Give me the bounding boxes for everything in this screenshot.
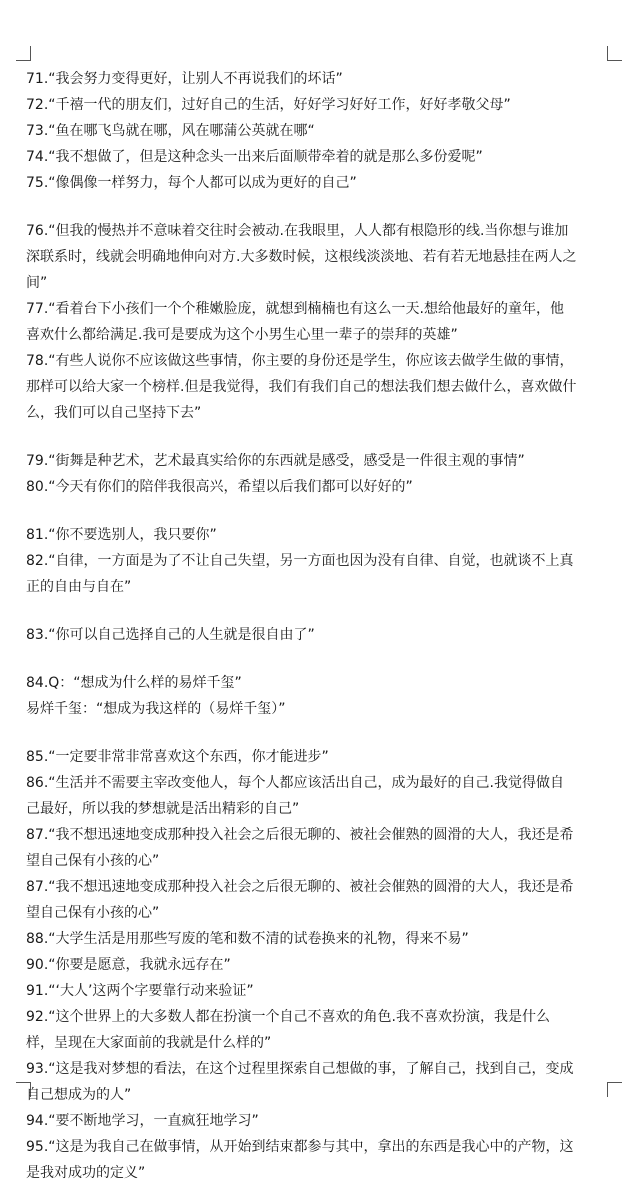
- text-line: 深联系时，线就会明确地伸向对方.大多数时候，这根线淡淡地、若有若无地悬挂在两人之: [26, 249, 577, 265]
- text-line: 91.“‘大人’这两个字要靠行动来验证”: [26, 983, 254, 999]
- text-line: 87.“我不想迅速地变成那种投入社会之后很无聊的、被社会催熟的圆滑的大人，我还是希: [26, 827, 574, 843]
- text-line: 望自己保有小孩的心”: [26, 853, 160, 869]
- text-line: 77.“看着台下小孩们一个个稚嫩脸庞，就想到楠楠也有这么一天.想给他最好的童年，他: [26, 301, 564, 317]
- text-line: 81.“你不要选别人，我只要你”: [26, 527, 217, 543]
- paragraph-gap: [26, 722, 618, 744]
- text-line: 易烊千玺：“想成为我这样的（易烊千玺）”: [26, 701, 286, 717]
- text-line: 94.“要不断地学习，一直疯狂地学习”: [26, 1113, 259, 1129]
- text-line: 80.“今天有你们的陪伴我很高兴，希望以后我们都可以好好的”: [26, 479, 413, 495]
- text-line: 92.“这个世界上的大多数人都在扮演一个自己不喜欢的角色.我不喜欢扮演，我是什么: [26, 1009, 550, 1025]
- text-line: 正的自由与自在”: [26, 579, 132, 595]
- text-line: 86.“生活并不需要主宰改变他人，每个人都应该活出自己，成为最好的自己.我觉得做自: [26, 775, 564, 791]
- text-line: 自己想成为的人”: [26, 1087, 132, 1103]
- text-line: 95.“这是为我自己在做事情，从开始到结束都参与其中，拿出的东西是我心中的产物，这: [26, 1139, 574, 1155]
- text-line: 78.“有些人说你不应该做这些事情，你主要的身份还是学生，你应该去做学生做的事情，: [26, 353, 574, 369]
- paragraph-gap: [26, 196, 618, 218]
- text-line: 己最好，所以我的梦想就是活出精彩的自己”: [26, 801, 300, 817]
- text-line: 间”: [26, 275, 48, 291]
- text-line: 93.“这是我对梦想的看法，在这个过程里探索自己想做的事，了解自己，找到自己，变成: [26, 1061, 574, 1077]
- quote-group: [26, 66, 618, 196]
- quote-group: [26, 218, 618, 426]
- text-line: 79.“街舞是种艺术，艺术最真实给你的东西就是感受，感受是一件很主观的事情”: [26, 453, 525, 469]
- text-line: 73.“鱼在哪飞鸟就在哪，风在哪蒲公英就在哪“: [26, 123, 315, 139]
- text-line: 76.“但我的慢热并不意味着交往时会被动.在我眼里，人人都有根隐形的线.当你想与谁加: [26, 223, 569, 239]
- text-line: 84.Q：“想成为什么样的易烊千玺”: [26, 675, 242, 691]
- text-line: 是我对成功的定义”: [26, 1165, 146, 1181]
- text-line: 83.“你可以自己选择自己的人生就是很自由了”: [26, 627, 315, 643]
- text-line: 74.“我不想做了，但是这种念头一出来后面顺带牵着的就是那么多份爱呢”: [26, 149, 483, 165]
- paragraph-gap: [26, 648, 618, 670]
- crop-mark-top-right: [607, 46, 622, 61]
- text-line: 88.“大学生活是用那些写废的笔和数不清的试卷换来的礼物，得来不易”: [26, 931, 469, 947]
- paragraph-gap: [26, 500, 618, 522]
- text-line: 那样可以给大家一个榜样.但是我觉得，我们有我们自己的想法我们想去做什么，喜欢做什: [26, 379, 577, 395]
- quote-group: [26, 448, 618, 500]
- text-line: 75.“像偶像一样努力，每个人都可以成为更好的自己”: [26, 175, 357, 191]
- text-line: 喜欢什么都给满足.我可是要成为这个小男生心里一辈子的崇拜的英雄”: [26, 327, 458, 343]
- paragraph-gap: [26, 600, 618, 622]
- quote-group: [26, 670, 618, 722]
- text-line: 90.“你要是愿意，我就永远存在”: [26, 957, 231, 973]
- text-line: 71.“我会努力变得更好，让别人不再说我们的坏话”: [26, 71, 343, 87]
- text-line: 87.“我不想迅速地变成那种投入社会之后很无聊的、被社会催熟的圆滑的大人，我还是希: [26, 879, 574, 895]
- quote-group: [26, 744, 618, 1186]
- crop-mark-top-left: [16, 46, 31, 61]
- quote-group: [26, 522, 618, 600]
- text-line: 72.“千禧一代的朋友们，过好自己的生活，好好学习好好工作，好好孝敬父母”: [26, 97, 511, 113]
- quote-group: [26, 622, 618, 648]
- text-line: 么，我们可以自己坚持下去”: [26, 405, 202, 421]
- text-line: 望自己保有小孩的心”: [26, 905, 160, 921]
- text-line: 样，呈现在大家面前的我就是什么样的”: [26, 1035, 272, 1051]
- text-line: 82.“自律，一方面是为了不让自己失望，另一方面也因为没有自律、自觉，也就谈不上真: [26, 553, 574, 569]
- text-line: 85.“一定要非常非常喜欢这个东西，你才能进步”: [26, 749, 329, 765]
- quote-list: [26, 66, 618, 1186]
- paragraph-gap: [26, 426, 618, 448]
